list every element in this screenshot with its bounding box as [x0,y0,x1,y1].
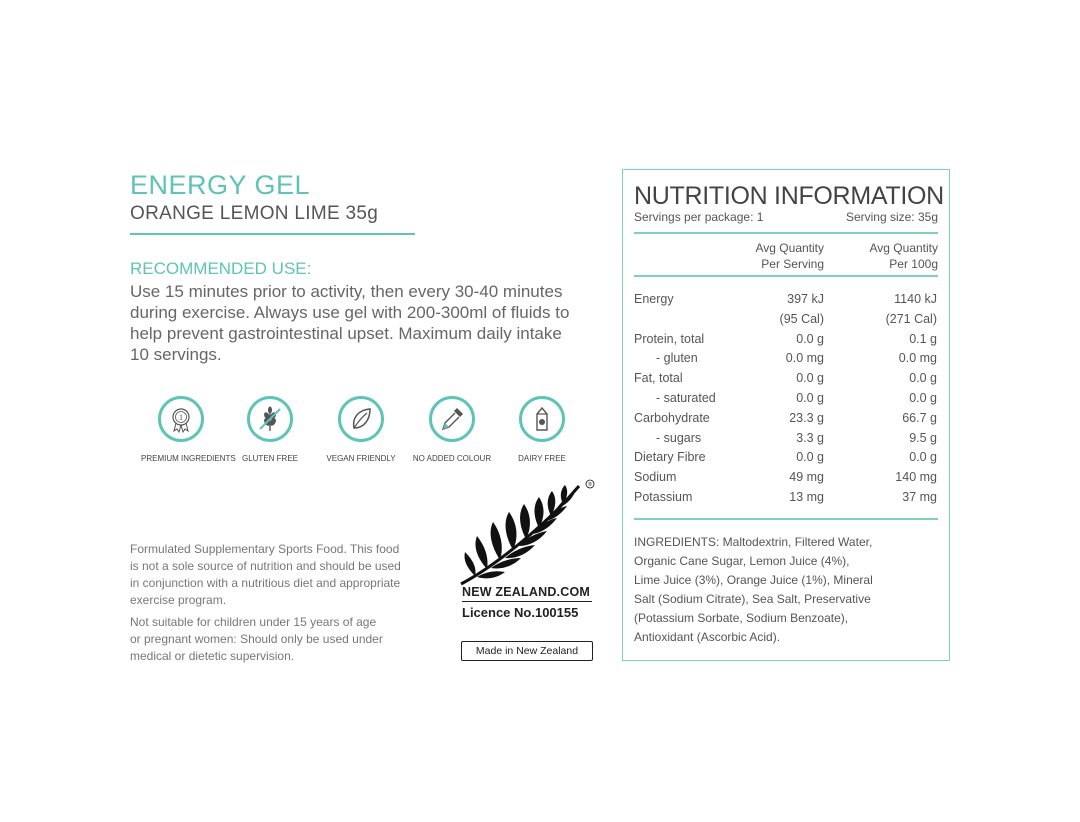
warning-line: Not suitable for children under 15 years of age [130,615,377,629]
nutrient-name: Protein, total [634,332,705,346]
per-serving-value: 0.0 mg [785,351,824,365]
disclaimer-line: is not a sole source of nutrition and should be used [130,559,401,573]
nz-url: NEW ZEALAND.COM [462,585,590,599]
wheat-crossed-icon [247,396,293,442]
serving-info [634,210,938,224]
per-100g-value: 0.0 mg [898,351,937,365]
per-100g-value: 140 mg [895,470,937,484]
svg-text:1: 1 [179,413,183,422]
per-serving-value: 23.3 g [789,411,824,425]
nutrition-row [634,411,938,431]
ingredients-line: Antioxidant (Ascorbic Acid). [634,630,781,644]
medal-icon [158,396,204,442]
per-serving-value: 0.0 g [796,332,824,346]
nutrition-row [634,391,938,411]
nutrition-row [634,371,938,391]
per-100g-value: (271 Cal) [885,312,937,326]
nutrition-row [634,490,938,510]
nutrition-row [634,351,938,371]
disclaimer-line: in conjunction with a nutritious diet and appropriate [130,576,401,590]
nutrition-row [634,431,938,451]
nz-divider [462,601,592,602]
nutrition-divider [634,232,938,234]
ingredients-line: Lime Juice (3%), Orange Juice (1%), Mineral [634,573,873,587]
serving-size: Serving size: 35g [845,210,938,224]
badge-label: GLUTEN FREE [241,454,298,463]
per-serving-value: 13 mg [789,490,824,504]
per-serving-value: (95 Cal) [779,312,824,326]
column-head-per-serving [740,240,824,272]
column-head-line: Per 100g [889,257,938,271]
per-100g-value: 0.0 g [909,450,937,464]
leaf-icon [338,396,384,442]
made-in-badge: Made in New Zealand [461,641,593,661]
title-divider [130,233,415,235]
per-serving-value: 3.3 g [796,431,824,445]
badge-label: NO ADDED COLOUR [412,454,492,463]
usage-line: help prevent gastrointestinal upset. Maximum daily intake [130,324,562,343]
servings-per-package: Servings per package: 1 [634,210,764,224]
column-head-line: Avg Quantity [755,241,824,255]
ingredients-line: (Potassium Sorbate, Sodium Benzoate), [634,611,849,625]
column-head-line: Per Serving [761,257,824,271]
recommended-use-text [130,281,590,365]
per-100g-value: 0.0 g [909,391,937,405]
warning-paragraph [130,614,430,665]
per-serving-value: 0.0 g [796,391,824,405]
nutrient-name: Dietary Fibre [634,450,706,464]
per-100g-value: 0.1 g [909,332,937,346]
milk-carton-icon [519,396,565,442]
usage-line: 10 servings. [130,345,222,364]
usage-line: during exercise. Always use gel with 200-300ml of fluids to [130,303,570,322]
disclaimer-line: exercise program. [130,593,227,607]
badge-label: PREMIUM INGREDIENTS [141,454,236,463]
nutrition-row [634,450,938,470]
nutrient-name: - saturated [656,391,716,405]
nutrition-row [634,312,938,332]
nutrition-title: NUTRITION INFORMATION [634,182,944,210]
badge-label: VEGAN FRIENDLY [326,454,396,463]
nutrient-name: Energy [634,292,674,306]
product-title: ENERGY GEL [130,170,311,200]
silver-fern-logo [455,476,600,588]
nutrition-divider [634,518,938,520]
disclaimer-paragraph [130,541,430,609]
per-100g-value: 0.0 g [909,371,937,385]
product-subtitle: ORANGE LEMON LIME 35g [130,203,379,224]
per-serving-value: 397 kJ [787,292,824,306]
nutrition-row [634,470,938,490]
nutrient-name: - sugars [656,431,702,445]
per-100g-value: 37 mg [902,490,937,504]
nutrient-name: Sodium [634,470,677,484]
warning-line: or pregnant women: Should only be used under [130,632,383,646]
ingredients-line: Organic Cane Sugar, Lemon Juice (4%), [634,554,850,568]
column-head-per-100g [850,240,938,272]
per-serving-value: 0.0 g [796,371,824,385]
usage-line: Use 15 minutes prior to activity, then every 30-40 minutes [130,282,563,301]
per-100g-value: 66.7 g [902,411,937,425]
warning-line: medical or dietetic supervision. [130,649,295,663]
per-100g-value: 9.5 g [909,431,937,445]
nutrient-name: - gluten [656,351,698,365]
ingredients-line: INGREDIENTS: Maltodextrin, Filtered Water, [634,535,873,549]
dropper-icon [429,396,475,442]
registered-mark: ® [588,482,592,488]
disclaimer-line: Formulated Supplementary Sports Food. This food [130,542,400,556]
recommended-use-heading: RECOMMENDED USE: [130,259,312,278]
badge-label: DAIRY FREE [518,454,566,463]
nutrient-name: Potassium [634,490,693,504]
ingredients-list [634,533,934,647]
badge-gluten-free [230,396,310,463]
nutrient-name: Carbohydrate [634,411,710,425]
ingredients-line: Salt (Sodium Citrate), Sea Salt, Preservative [634,592,871,606]
column-head-line: Avg Quantity [869,241,938,255]
nutrition-divider [634,275,938,277]
badge-no-added-colour [412,396,492,463]
badge-vegan-friendly [321,396,401,463]
badge-dairy-free [502,396,582,463]
per-serving-value: 0.0 g [796,450,824,464]
per-serving-value: 49 mg [789,470,824,484]
licence-number: Licence No.100155 [462,605,579,620]
nutrition-row [634,292,938,312]
nutrient-name: Fat, total [634,371,683,385]
badge-premium-ingredients [141,396,236,463]
per-100g-value: 1140 kJ [894,292,937,306]
nutrition-row [634,332,938,352]
